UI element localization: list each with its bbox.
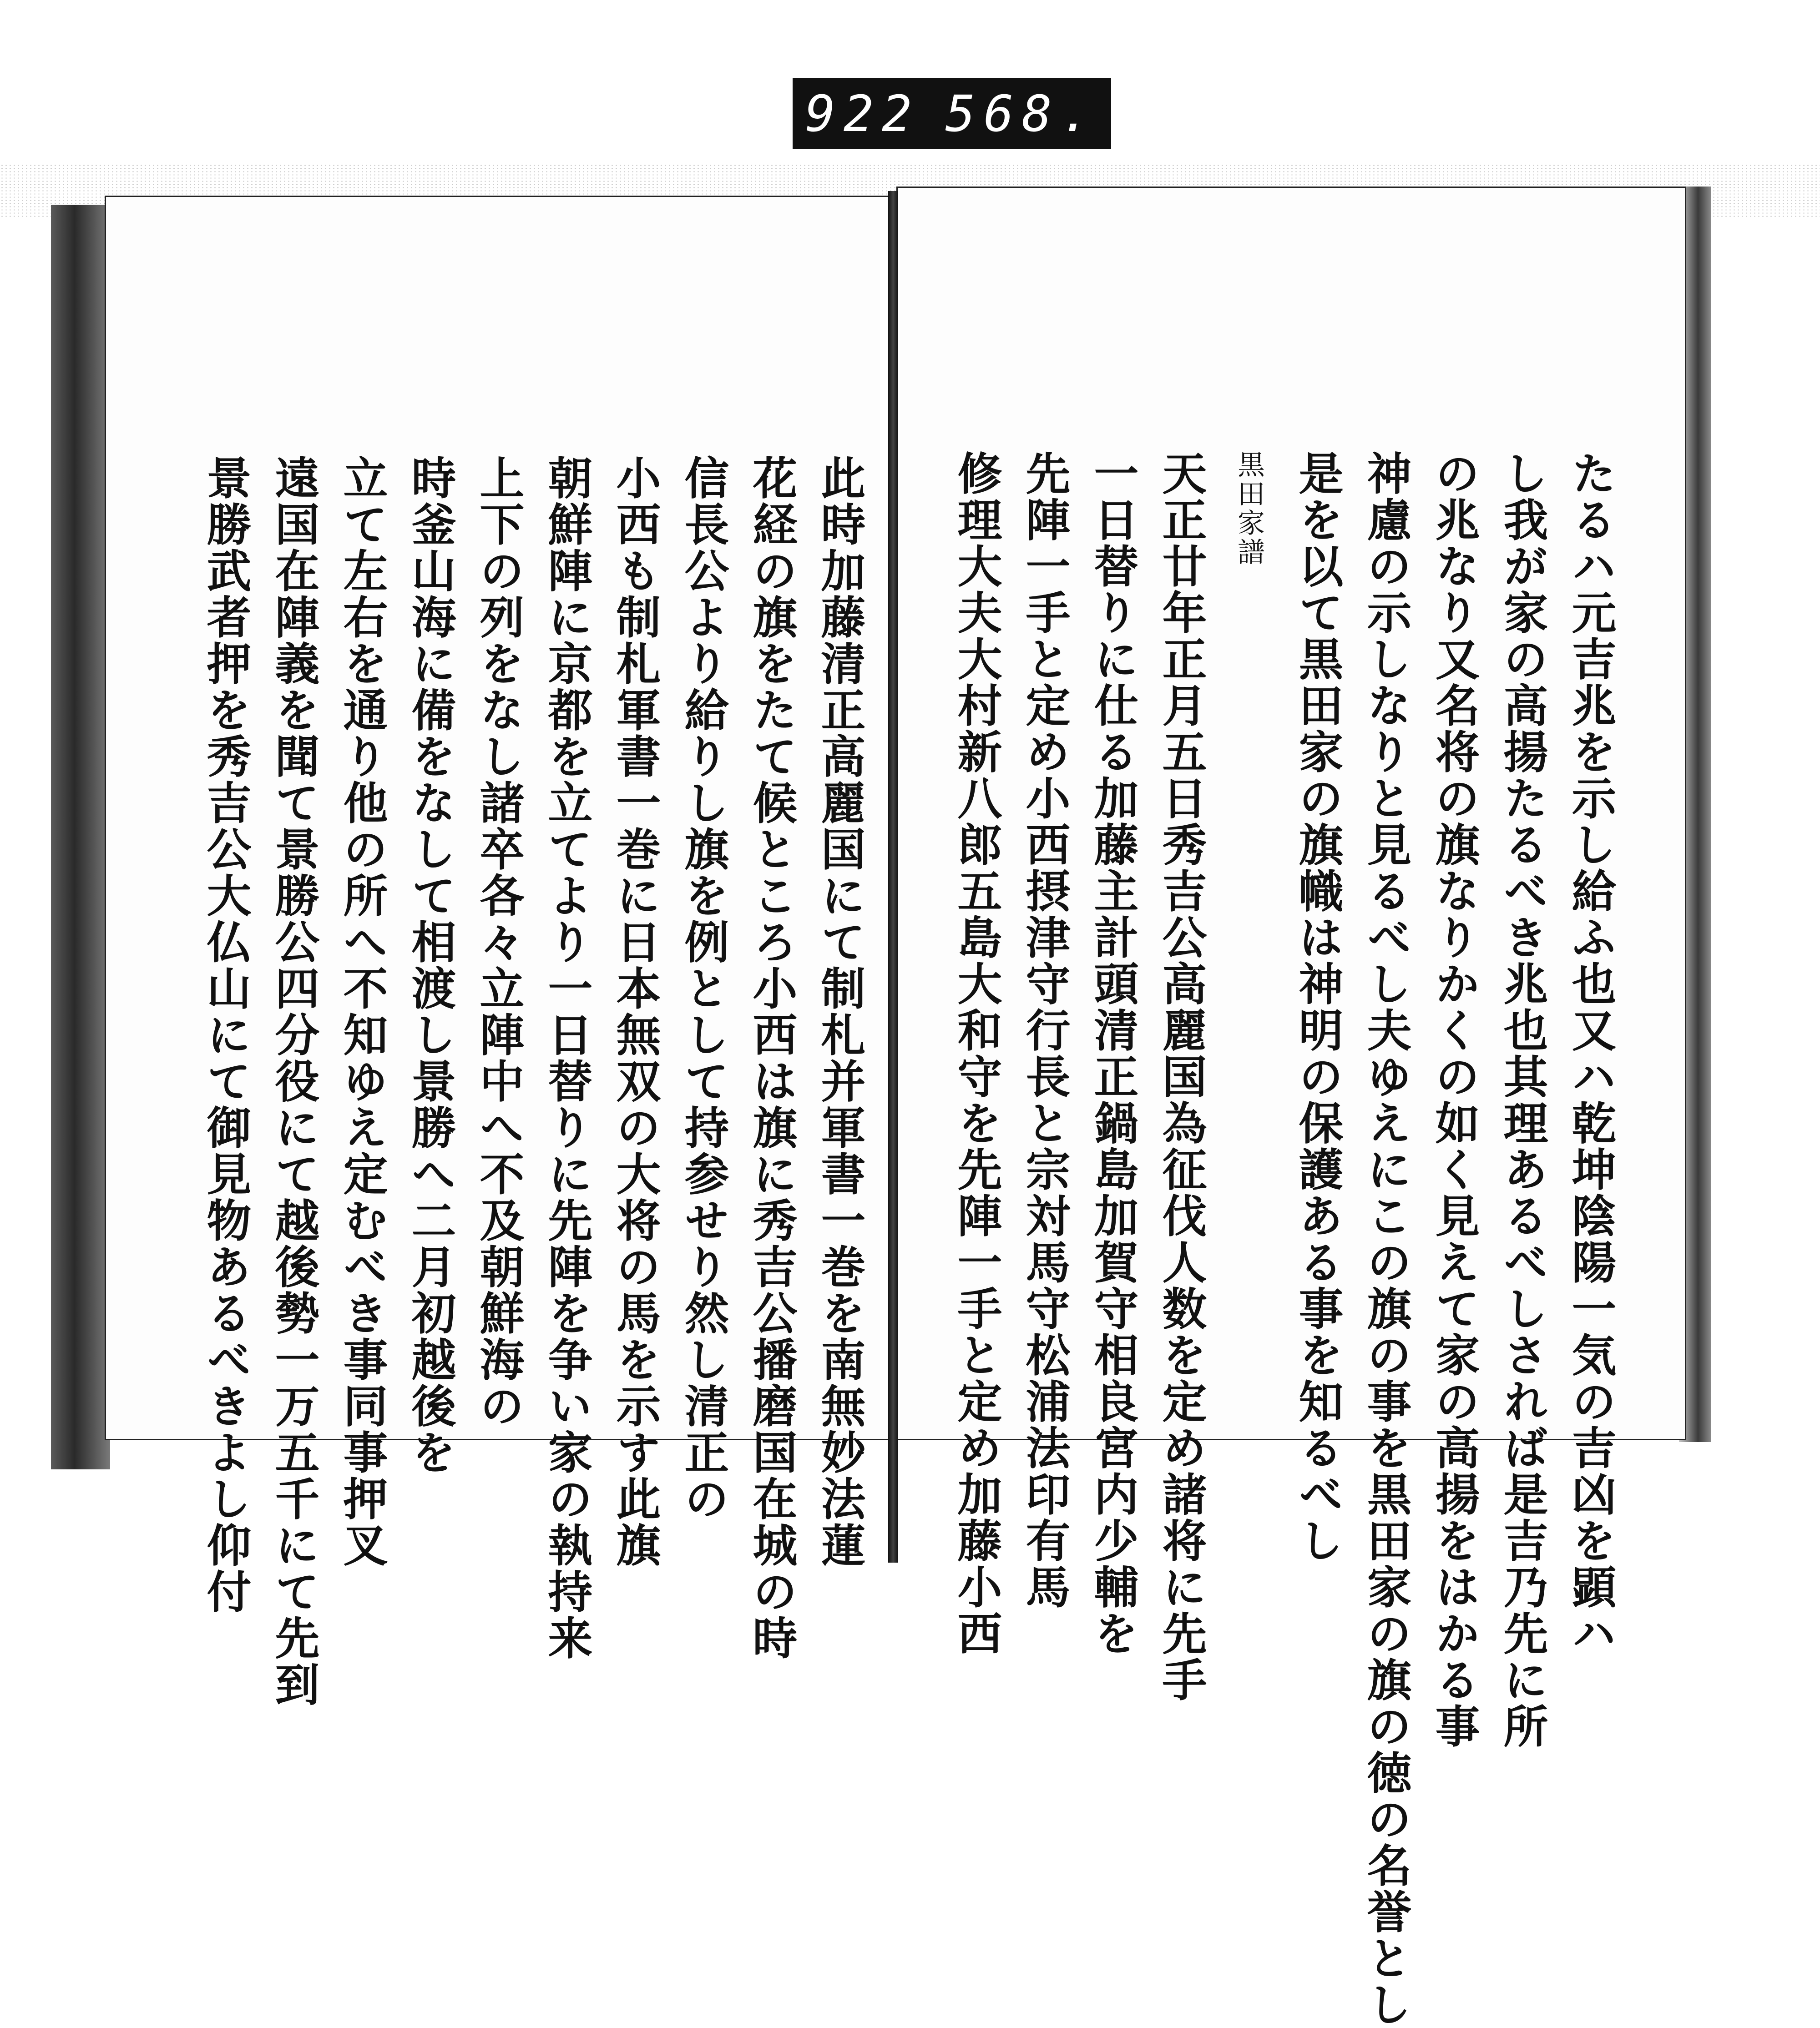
left-line: 小西も制札軍書一巻に日本無双の大将の馬を示す此旗 xyxy=(609,455,661,1569)
right-line: 修理大夫大村新八郎五島大和守を先陣一手と定め加藤小西 xyxy=(950,450,1002,1657)
book-edge-left xyxy=(51,205,110,1469)
right-line: 神慮の示しなりと見るべし夫ゆえにこの旗の事を黒田家の旗の徳の名誉とし xyxy=(1360,450,1412,2028)
right-line: の兆なり又名将の旗なりかくの如く見えて家の高揚をはかる事 xyxy=(1428,450,1480,1750)
left-line: 遠国在陣義を聞て景勝公四分役にて越後勢一万五千にて先到 xyxy=(268,455,320,1708)
call-number-left: 922 xyxy=(805,85,920,143)
right-line: 是を以て黒田家の旗幟は神明の保護ある事を知るべし xyxy=(1291,450,1344,1564)
left-line: 信長公より給りし旗を例として持参せり然し清正の xyxy=(677,455,729,1522)
left-line: 立て左右を通り他の所へ不知ゆえ定むべき事同事押叉 xyxy=(336,455,388,1569)
left-page-text xyxy=(173,455,874,1708)
right-line: し我が家の高揚たるべき兆也其理あるべしされば是吉乃先に所 xyxy=(1496,450,1548,1750)
book-gutter xyxy=(888,191,898,1563)
right-line: たるハ元吉兆を示し給ふ也又ハ乾坤陰陽一気の吉凶を顕ハ xyxy=(1564,450,1617,1657)
section-heading: 黒田家譜 xyxy=(1233,450,1265,567)
left-line: 上下の列をなし諸卒各々立陣中へ不及朝鮮海の xyxy=(472,455,525,1429)
left-line: 花経の旗をたて候ところ小西は旗に秀吉公播磨国在城の時 xyxy=(745,455,798,1661)
call-number-label xyxy=(793,78,1111,149)
right-page-text xyxy=(937,450,1624,2028)
right-line: 一日替りに仕る加藤主計頭清正鍋島加賀守相良宮内少輔を xyxy=(1087,450,1139,1657)
left-line: 時釜山海に備をなして相渡し景勝へ二月初越後を xyxy=(404,455,456,1476)
right-line: 天正廿年正月五日秀吉公高麗国為征伐人数を定め諸将に先手 xyxy=(1155,450,1207,1703)
left-line: 景勝武者押を秀吉公大仏山にて御見物あるべきよし仰付 xyxy=(199,455,252,1615)
left-line: 此時加藤清正高麗国にて制札并軍書一巻を南無妙法蓮 xyxy=(814,455,866,1569)
left-line: 朝鮮陣に京都を立てより一日替りに先陣を争い家の執持来 xyxy=(541,455,593,1661)
right-line: 先陣一手と定め小西摂津守行長と宗対馬守松浦法印有馬 xyxy=(1018,450,1071,1610)
call-number-right: 568. xyxy=(945,85,1099,143)
